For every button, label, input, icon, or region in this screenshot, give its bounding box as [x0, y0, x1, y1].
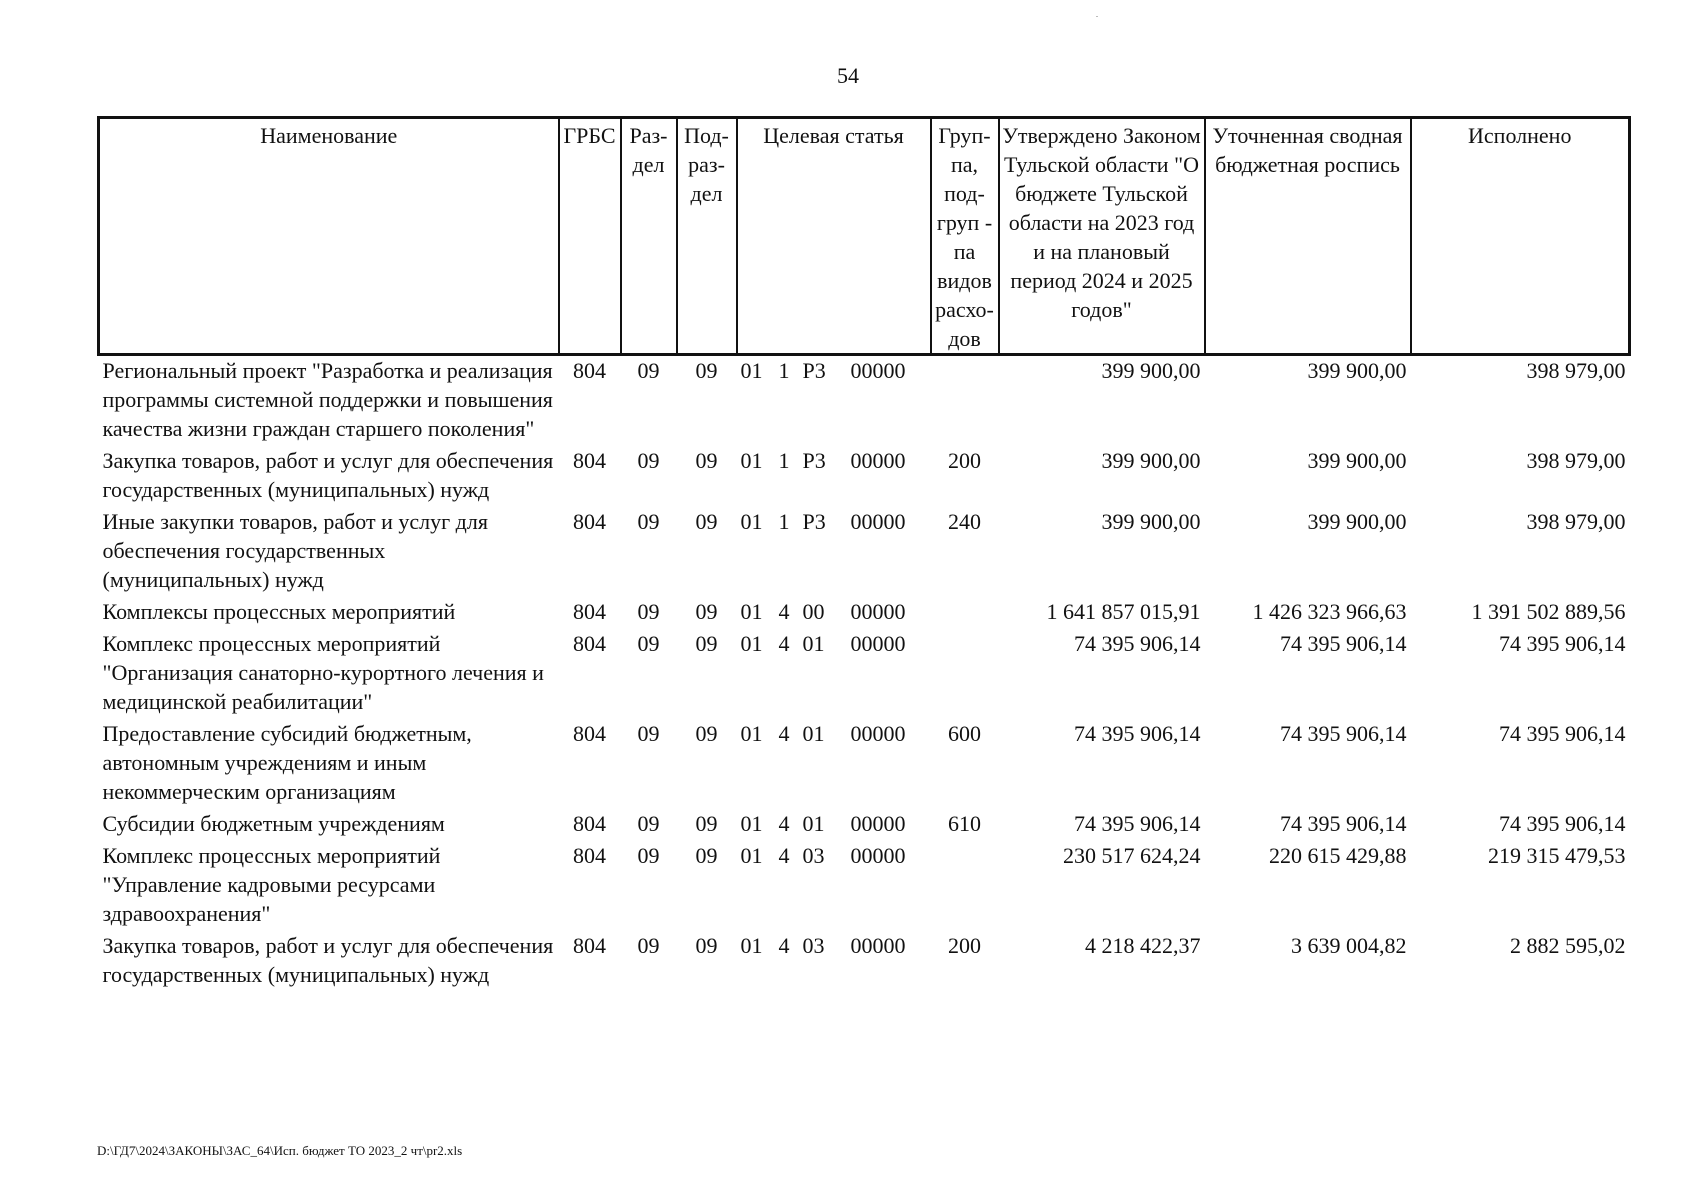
row-grbs: 804 [573, 599, 606, 624]
row-executed: 74 395 906,14 [1499, 721, 1626, 746]
row-razdel: 09 [637, 843, 660, 868]
row-approved: 399 900,00 [1101, 358, 1201, 383]
row-refined: 399 900,00 [1307, 509, 1407, 534]
target-article-segment: 00000 [850, 448, 906, 473]
target-article-segment: 4 [778, 843, 790, 868]
target-article-segment: 4 [778, 631, 790, 656]
target-article-segment: 01 [740, 721, 763, 746]
row-razdel: 09 [637, 721, 660, 746]
row-expense-group: 200 [948, 933, 981, 958]
target-article-segment: 00000 [850, 843, 906, 868]
target-article-segment: 00000 [850, 509, 906, 534]
table-row [99, 841, 1630, 931]
row-refined: 399 900,00 [1307, 448, 1407, 473]
row-target-article [737, 841, 931, 931]
row-razdel: 09 [637, 358, 660, 383]
target-article-segment: 00000 [850, 811, 906, 836]
row-razdel: 09 [637, 448, 660, 473]
footer-file-path: D:\ГД7\2024\ЗАКОНЫ\ЗАС_64\Исп. бюджет ТО 2023_2 чт\pr2.xls [97, 1143, 463, 1158]
row-executed: 74 395 906,14 [1499, 811, 1626, 836]
target-article-segment: 00000 [850, 358, 906, 383]
row-grbs: 804 [573, 721, 606, 746]
target-article-segment: 1 [778, 448, 790, 473]
row-podrazdel: 09 [695, 631, 718, 656]
target-article-segment: 00 [802, 599, 825, 624]
row-target-article [737, 507, 931, 597]
row-name: Закупка товаров, работ и услуг для обеспечения государственных (муниципальных) нужд [102, 933, 554, 987]
target-article-segment: 4 [778, 811, 790, 836]
target-article-segment: Р3 [802, 358, 826, 383]
row-grbs: 804 [573, 448, 606, 473]
row-executed: 398 979,00 [1526, 358, 1626, 383]
row-approved: 230 517 624,24 [1063, 843, 1201, 868]
header-grbs: ГРБС [559, 118, 621, 355]
row-refined: 220 615 429,88 [1269, 843, 1407, 868]
header-approved: Утверждено Законом Тульской области "О бюджете Тульской области на 2023 год и на плановый период 2024 и 2025 годов" [999, 118, 1205, 355]
row-name: Комплекс процессных мероприятий "Управление кадровыми ресурсами здравоохранения" [102, 843, 441, 926]
row-razdel: 09 [637, 509, 660, 534]
row-podrazdel: 09 [695, 448, 718, 473]
table-row [99, 446, 1630, 507]
header-refined: Уточненная сводная бюджетная роспись [1205, 118, 1411, 355]
target-article-segment: 03 [802, 843, 825, 868]
table-row [99, 629, 1630, 719]
table-row [99, 507, 1630, 597]
table-row [99, 719, 1630, 809]
target-article-segment: 01 [740, 811, 763, 836]
row-approved: 1 641 857 015,91 [1046, 599, 1201, 624]
row-executed: 398 979,00 [1526, 509, 1626, 534]
row-executed: 2 882 595,02 [1510, 933, 1626, 958]
table-header [99, 118, 1630, 355]
row-name: Региональный проект "Разработка и реализация программы системной поддержки и повышения качества жизни граждан старшего поколения" [102, 358, 553, 441]
row-razdel: 09 [637, 933, 660, 958]
budget-table [97, 116, 1631, 992]
row-target-article [737, 809, 931, 841]
target-article-segment: 01 [740, 509, 763, 534]
row-name: Субсидии бюджетным учреждениям [102, 811, 445, 836]
target-article-segment: 01 [740, 631, 763, 656]
page-number: 54 [837, 63, 859, 88]
target-article-segment: 00000 [850, 631, 906, 656]
row-refined: 74 395 906,14 [1280, 811, 1407, 836]
row-target-article [737, 355, 931, 447]
row-approved: 74 395 906,14 [1074, 811, 1201, 836]
row-grbs: 804 [573, 358, 606, 383]
row-target-article [737, 931, 931, 992]
target-article-segment: 4 [778, 721, 790, 746]
table-row [99, 931, 1630, 992]
target-article-segment: 1 [778, 509, 790, 534]
row-executed: 74 395 906,14 [1499, 631, 1626, 656]
row-podrazdel: 09 [695, 721, 718, 746]
row-approved: 399 900,00 [1101, 448, 1201, 473]
row-grbs: 804 [573, 933, 606, 958]
row-name: Предоставление субсидий бюджетным, автономным учреждениям и иным некоммерческим организациям [102, 721, 472, 804]
target-article-segment: 00000 [850, 721, 906, 746]
target-article-segment: 01 [802, 811, 825, 836]
target-article-segment: 4 [778, 599, 790, 624]
row-approved: 399 900,00 [1101, 509, 1201, 534]
target-article-segment: 01 [740, 358, 763, 383]
row-razdel: 09 [637, 811, 660, 836]
row-name: Комплексы процессных мероприятий [102, 599, 456, 624]
row-name: Комплекс процессных мероприятий "Организация санаторно-курортного лечения и медицинской реабилитации" [102, 631, 544, 714]
row-razdel: 09 [637, 631, 660, 656]
header-executed: Исполнено [1411, 118, 1630, 355]
row-expense-group [931, 597, 999, 629]
target-article-segment: 00000 [850, 599, 906, 624]
row-grbs: 804 [573, 811, 606, 836]
row-grbs: 804 [573, 509, 606, 534]
row-executed: 219 315 479,53 [1488, 843, 1626, 868]
row-razdel: 09 [637, 599, 660, 624]
header-podrazdel: Под-раз-дел [677, 118, 737, 355]
target-article-segment: 01 [740, 933, 763, 958]
row-executed: 1 391 502 889,56 [1471, 599, 1626, 624]
row-name: Иные закупки товаров, работ и услуг для обеспечения государственных (муниципальных) нужд [102, 509, 488, 592]
row-grbs: 804 [573, 631, 606, 656]
target-article-segment: 01 [802, 631, 825, 656]
row-approved: 74 395 906,14 [1074, 721, 1201, 746]
row-refined: 74 395 906,14 [1280, 721, 1407, 746]
target-article-segment: 4 [778, 933, 790, 958]
row-refined: 399 900,00 [1307, 358, 1407, 383]
target-article-segment: Р3 [802, 448, 826, 473]
row-podrazdel: 09 [695, 358, 718, 383]
row-podrazdel: 09 [695, 843, 718, 868]
row-podrazdel: 09 [695, 509, 718, 534]
row-refined: 3 639 004,82 [1291, 933, 1407, 958]
target-article-segment: 01 [740, 599, 763, 624]
row-executed: 398 979,00 [1526, 448, 1626, 473]
row-target-article [737, 597, 931, 629]
row-expense-group [931, 629, 999, 719]
row-approved: 4 218 422,37 [1085, 933, 1201, 958]
row-target-article [737, 446, 931, 507]
row-podrazdel: 09 [695, 933, 718, 958]
row-expense-group [931, 355, 999, 447]
row-expense-group: 240 [948, 509, 981, 534]
target-article-segment: 03 [802, 933, 825, 958]
target-article-segment: 1 [778, 358, 790, 383]
target-article-segment: Р3 [802, 509, 826, 534]
header-name: Наименование [99, 118, 559, 355]
scan-speck [1096, 16, 1098, 17]
header-razdel: Раз-дел [621, 118, 677, 355]
table-row [99, 355, 1630, 447]
row-target-article [737, 719, 931, 809]
row-expense-group: 600 [948, 721, 981, 746]
row-podrazdel: 09 [695, 811, 718, 836]
target-article-segment: 01 [740, 843, 763, 868]
row-expense-group [931, 841, 999, 931]
row-expense-group: 200 [948, 448, 981, 473]
table-body [99, 355, 1630, 993]
target-article-segment: 00000 [850, 933, 906, 958]
row-approved: 74 395 906,14 [1074, 631, 1201, 656]
row-name: Закупка товаров, работ и услуг для обеспечения государственных (муниципальных) нужд [102, 448, 554, 502]
row-refined: 74 395 906,14 [1280, 631, 1407, 656]
header-expense-group: Груп-па, под-груп - па видов расхо-дов [931, 118, 999, 355]
row-target-article [737, 629, 931, 719]
row-refined: 1 426 323 966,63 [1252, 599, 1407, 624]
target-article-segment: 01 [802, 721, 825, 746]
header-target-article: Целевая статья [737, 118, 931, 355]
row-expense-group: 610 [948, 811, 981, 836]
table-row [99, 597, 1630, 629]
row-grbs: 804 [573, 843, 606, 868]
row-podrazdel: 09 [695, 599, 718, 624]
target-article-segment: 01 [740, 448, 763, 473]
table-row [99, 809, 1630, 841]
